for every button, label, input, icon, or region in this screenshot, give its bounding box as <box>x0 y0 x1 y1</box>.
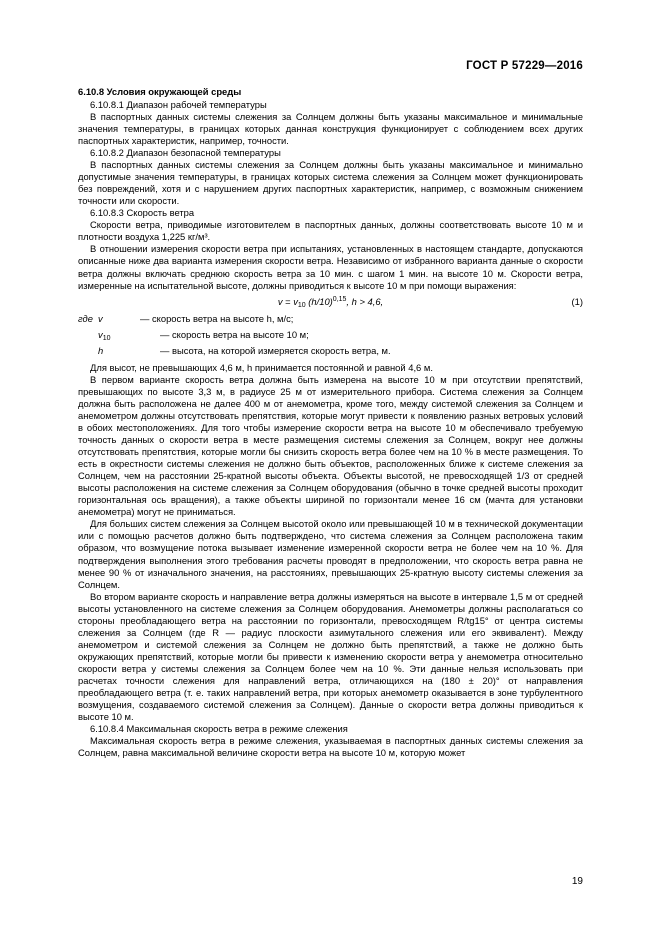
definition-term: $v_{10}$ <box>98 328 111 342</box>
paragraph-6-10-8-3-2: В отношении измерения скорости ветра при испытаниях, установленных в настоящем стандарте, допускаются описанные ниже два варианта измерения скорости ветра. Независимо от избранного варианта данные о скорости ветра должны включать среднюю скорость ветра за 10 мин. с шагом 1 мин. на высоте 10 м. Скорости ветра, измеренные на испытательной высоте, должны приводиться к высоте 10 м при помощи выражения: <box>78 243 583 291</box>
definition-term: h <box>98 344 104 356</box>
formula-exponent: 0,15 <box>332 295 347 303</box>
page-header-standard: ГОСТ Р 57229—2016 <box>466 60 583 72</box>
formula-wind-speed-row <box>78 296 583 310</box>
paragraph-6-10-8-3-3: Для высот, не превышающих 4,6 м, h принимается постоянной и равной 4,6 м. <box>90 361 433 373</box>
definitions-lead-in: где <box>78 312 93 324</box>
formula-definitions <box>78 313 583 361</box>
paragraph-6-10-8-3-6: Во втором варианте скорость и направление ветра должны измеряться на высоте в интервале 1,5 м от средней высоты установленного на системе слежения за Солнцем оборудования. Анемометры должны располагаться со стороны преобладающего ветра на расстоянии по горизонтали, превосходящем R/tg15° от центра системы слежения за Солнцем (где R — радиус плоскости азимутального слежения или его эквивалент). Между анемометром и системой слежения за Солнцем не должно быть препятствий, а также не должно быть окружающих препятствий, которые могли бы привести к изменению скорости ветра у анемометра относительно скорости ветра у системы слежения за Солнцем более чем на 10 %. Эти данные нельзя использовать при расчетах точности слежения для направлений ветра, отличающихся на (180 ± 20)° от направления преобладающего ветра (т. е. таких направлений ветра, при которых анемометр оказывается в зоне турбулентного возмущения, создаваемого системой слежения за Солнцем). Данные о скорости ветра должны приводиться к высоте 10 м. <box>78 590 583 723</box>
definition-desc: — скорость ветра на высоте 10 м; <box>160 328 309 340</box>
definition-row <box>78 313 583 329</box>
page-number: 19 <box>571 876 583 887</box>
definition-desc: — высота, на которой измеряется скорость ветра, м. <box>160 344 391 356</box>
definition-desc: — скорость ветра на высоте h, м/с; <box>140 312 294 324</box>
heading-6-10-8-2: 6.10.8.2 Диапазон безопасной температуры <box>90 147 281 159</box>
formula-v: v <box>277 295 283 307</box>
definition-term: где v <box>78 312 103 324</box>
paragraph-6-10-8-4-1: Максимальная скорость ветра в режиме слежения, указываемая в паспортных данных системы слежения за Солнцем, равна максимальной величине скорости ветра на высоте 10 м, которую может <box>78 735 583 759</box>
formula-expr: (h/10) <box>308 295 333 307</box>
heading-6-10-8: 6.10.8 Условия окружающей среды <box>78 86 242 97</box>
definition-row <box>78 329 583 345</box>
heading-6-10-8-1: 6.10.8.1 Диапазон рабочей температуры <box>90 99 267 110</box>
heading-6-10-8-4: 6.10.8.4 Максимальная скорость ветра в режиме слежения <box>90 723 348 735</box>
paragraph-6-10-8-3-4: В первом варианте скорость ветра должна быть измерена на высоте 10 м при отсутствии препятствий, превышающих по высоте 3,3 м, в радиусе 25 м от измерительного прибора. Система слежения за Солнцем должна быть расположена не далее 400 м от анемометра, кроме того, между системой слежения за Солнцем и анемометром должны отсутствовать препятствия, которые могут привести к появлению разных ветровых условий в обоих местоположениях. Для того чтобы измерение скорости ветра на высоте 10 м обеспечивало требуемую точность данных о скорости ветра в месте размещения системы слежения за Солнцем, вокруг нее должны отсутствовать препятствия, которые могли бы снизить скорость ветра более чем на 10 % в месте размещения. То есть в окрестности системы слежения не должно быть объектов, расположенных ближе к системе слежения за Солнцем, чем на расстоянии 25-кратной высоты объекта. Объекты высотой, не превосходящей 1/3 от средней высоты расположения на системе слежения за Солнцем оборудования (обычно в точке средней высоты проходит горизонтальная ось вращения), а также объекты шириной по горизонтали менее 16 см (мачта для установки анемометра) могут не приниматься. <box>78 373 583 518</box>
formula-number: (1) <box>571 295 583 307</box>
formula-v10-sub: 10 <box>297 301 306 309</box>
paragraph-6-10-8-1-1: В паспортных данных системы слежения за Солнцем должны быть указаны максимальное и минимальные значения температуры, в границах которых данная конструкция функционирует с соблюдением всех других паспортных характеристик, например, точности. <box>78 111 583 147</box>
paragraph-6-10-8-3-5: Для больших систем слежения за Солнцем высотой около или превышающей 10 м в технической документации или с помощью расчетов должно быть подтверждено, что система слежения за Солнцем расположена таким образом, что возмущение потока вызывает изменение измеренной скорости ветра не более чем на 10 %. Для подтверждения выполнения этого требования расчеты проводят в предположении, что скорость ветра равна не менее 90 % от изначального значения, на расстояниях, превышающих 25-кратную высоту системы слежения за Солнцем. <box>78 518 583 590</box>
formula-v10: v <box>293 295 298 307</box>
formula-equals: = <box>285 295 291 307</box>
formula-condition: , h > 4,6, <box>346 295 384 307</box>
formula-wind-speed <box>78 296 583 309</box>
paragraph-6-10-8-2-1: В паспортных данных системы слежения за Солнцем должны быть указаны максимальное и минимально допустимые значения температуры, в границах которых система слежения за Солнцем может функционировать без повреждений, хотя и с нарушением других паспортных характеристик, например, с возможным снижением точности или скорости. <box>78 159 583 207</box>
paragraph-6-10-8-3-1: Скорости ветра, приводимые изготовителем в паспортных данных, должны соответствовать высоте 10 м и плотности воздуха 1,225 кг/м³. <box>78 219 583 243</box>
page-content <box>78 86 583 759</box>
definition-row <box>78 345 583 361</box>
heading-6-10-8-3: 6.10.8.3 Скорость ветра <box>90 207 195 219</box>
